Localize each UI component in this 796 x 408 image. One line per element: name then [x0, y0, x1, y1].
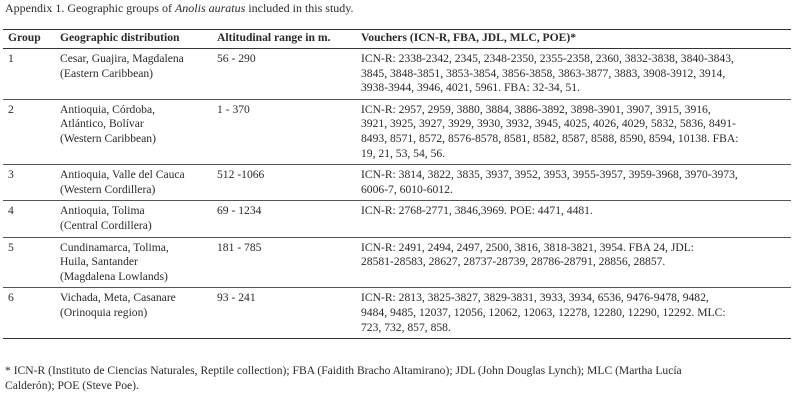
- range-cell: 181 - 785: [212, 237, 356, 288]
- footnote-line: Calderón); POE (Steve Poe).: [5, 379, 139, 392]
- vouchers-line: ICN-R: 2957, 2959, 3880, 3884, 3886-3892, 3898-3901, 3907, 3915, 3916,: [361, 102, 711, 116]
- distribution-line: (Western Caribbean): [60, 131, 156, 145]
- vouchers-cell: [356, 201, 791, 237]
- vouchers-cell: [356, 288, 791, 339]
- group-cell: 5: [3, 237, 55, 288]
- group-cell: 4: [3, 201, 55, 237]
- vouchers-cell: [356, 49, 791, 100]
- caption-prefix: Appendix 1. Geographic groups of: [5, 1, 175, 15]
- vouchers-cell: [356, 165, 791, 201]
- table-caption: [5, 1, 791, 16]
- header-row: [3, 30, 791, 49]
- distribution-line: Huila, Santander: [60, 255, 138, 269]
- distribution-line: Cesar, Guajira, Magdalena: [60, 52, 184, 65]
- vouchers-line: 6006-7, 6010-6012.: [361, 182, 453, 196]
- table-row: [3, 99, 791, 164]
- vouchers-line: 28581-28583, 28627, 28737-28739, 28786-28791, 28856, 28857.: [361, 255, 666, 269]
- distribution-cell: [55, 49, 212, 100]
- vouchers-line: ICN-R: 2813, 3825-3827, 3829-3831, 3933, 3934, 6536, 9476-9478, 9482,: [361, 291, 709, 305]
- distribution-line: (Central Cordillera): [60, 218, 152, 232]
- vouchers-cell: [356, 237, 791, 288]
- distribution-line: (Eastern Caribbean): [60, 66, 154, 80]
- caption-suffix: included in this study.: [245, 1, 354, 15]
- header-distribution: Geographic distribution: [55, 30, 212, 49]
- distribution-line: (Western Cordillera): [60, 182, 156, 196]
- distribution-cell: [55, 99, 212, 164]
- vouchers-cell: [356, 99, 791, 164]
- vouchers-line: 3845, 3848-3851, 3853-3854, 3856-3858, 3863-3877, 3883, 3908-3912, 3914,: [361, 66, 726, 80]
- table-row: [3, 288, 791, 339]
- table-row: [3, 237, 791, 288]
- distribution-cell: [55, 165, 212, 201]
- distribution-line: (Orinoquia region): [60, 305, 148, 319]
- range-cell: 69 - 1234: [212, 201, 356, 237]
- distribution-cell: [55, 201, 212, 237]
- header-vouchers: Vouchers (ICN-R, FBA, JDL, MLC, POE)*: [356, 30, 791, 49]
- footnote-line: * ICN-R (Instituto de Ciencias Naturales, Reptile collection); FBA (Faidith Bracho Altamirano); JDL (John Douglas Lynch); MLC (Martha Lucía: [5, 364, 682, 377]
- vouchers-line: 3921, 3925, 3927, 3929, 3930, 3932, 3945, 4025, 4026, 4029, 5832, 5836, 8491-: [361, 117, 736, 131]
- group-cell: 3: [3, 165, 55, 201]
- group-cell: 1: [3, 49, 55, 100]
- distribution-line: Vichada, Meta, Casanare: [60, 291, 176, 305]
- table-row: [3, 49, 791, 100]
- distribution-cell: [55, 237, 212, 288]
- vouchers-table: [3, 29, 791, 339]
- vouchers-line: ICN-R: 2491, 2494, 2497, 2500, 3816, 3818-3821, 3954. FBA 24, JDL:: [361, 240, 695, 254]
- distribution-line: Antioquia, Córdoba,: [60, 102, 155, 116]
- range-cell: 56 - 290: [212, 49, 356, 100]
- vouchers-line: 9484, 9485, 12037, 12056, 12062, 12063, 12278, 12280, 12290, 12292. MLC:: [361, 305, 726, 319]
- header-range: Altitudinal range in m.: [212, 30, 356, 49]
- vouchers-line: 723, 732, 857, 858.: [361, 320, 451, 334]
- range-cell: 512 -1066: [212, 165, 356, 201]
- vouchers-line: 3938-3944, 3946, 4021, 5961. FBA: 32-34, 51.: [361, 81, 580, 95]
- vouchers-line: ICN-R: 3814, 3822, 3835, 3937, 3952, 3953, 3955-3957, 3959-3968, 3970-3973,: [361, 168, 738, 182]
- group-cell: 2: [3, 99, 55, 164]
- table-row: [3, 165, 791, 201]
- table-row: [3, 201, 791, 237]
- footnote: [5, 363, 791, 393]
- distribution-line: (Magdalena Lowlands): [60, 269, 168, 283]
- range-cell: 1 - 370: [212, 99, 356, 164]
- distribution-line: Cundinamarca, Tolima,: [60, 240, 169, 254]
- vouchers-line: 19, 21, 53, 54, 56.: [361, 146, 446, 160]
- distribution-cell: [55, 288, 212, 339]
- vouchers-line: 8493, 8571, 8572, 8576-8578, 8581, 8582, 8587, 8588, 8590, 8594, 10138. FBA:: [361, 131, 739, 145]
- vouchers-line: ICN-R: 2768-2771, 3846,3969. POE: 4471, 4481.: [361, 204, 593, 218]
- distribution-line: Atlántico, Bolívar: [60, 117, 144, 131]
- distribution-line: Antioquia, Tolima: [60, 204, 145, 218]
- caption-species: Anolis auratus: [174, 1, 246, 15]
- distribution-line: Antioquia, Valle del Cauca: [60, 168, 185, 182]
- table-body: [3, 49, 791, 339]
- header-group: Group: [3, 30, 55, 49]
- vouchers-line: ICN-R: 2338-2342, 2345, 2348-2350, 2355-2358, 2360, 3832-3838, 3840-3843,: [361, 52, 734, 65]
- range-cell: 93 - 241: [212, 288, 356, 339]
- group-cell: 6: [3, 288, 55, 339]
